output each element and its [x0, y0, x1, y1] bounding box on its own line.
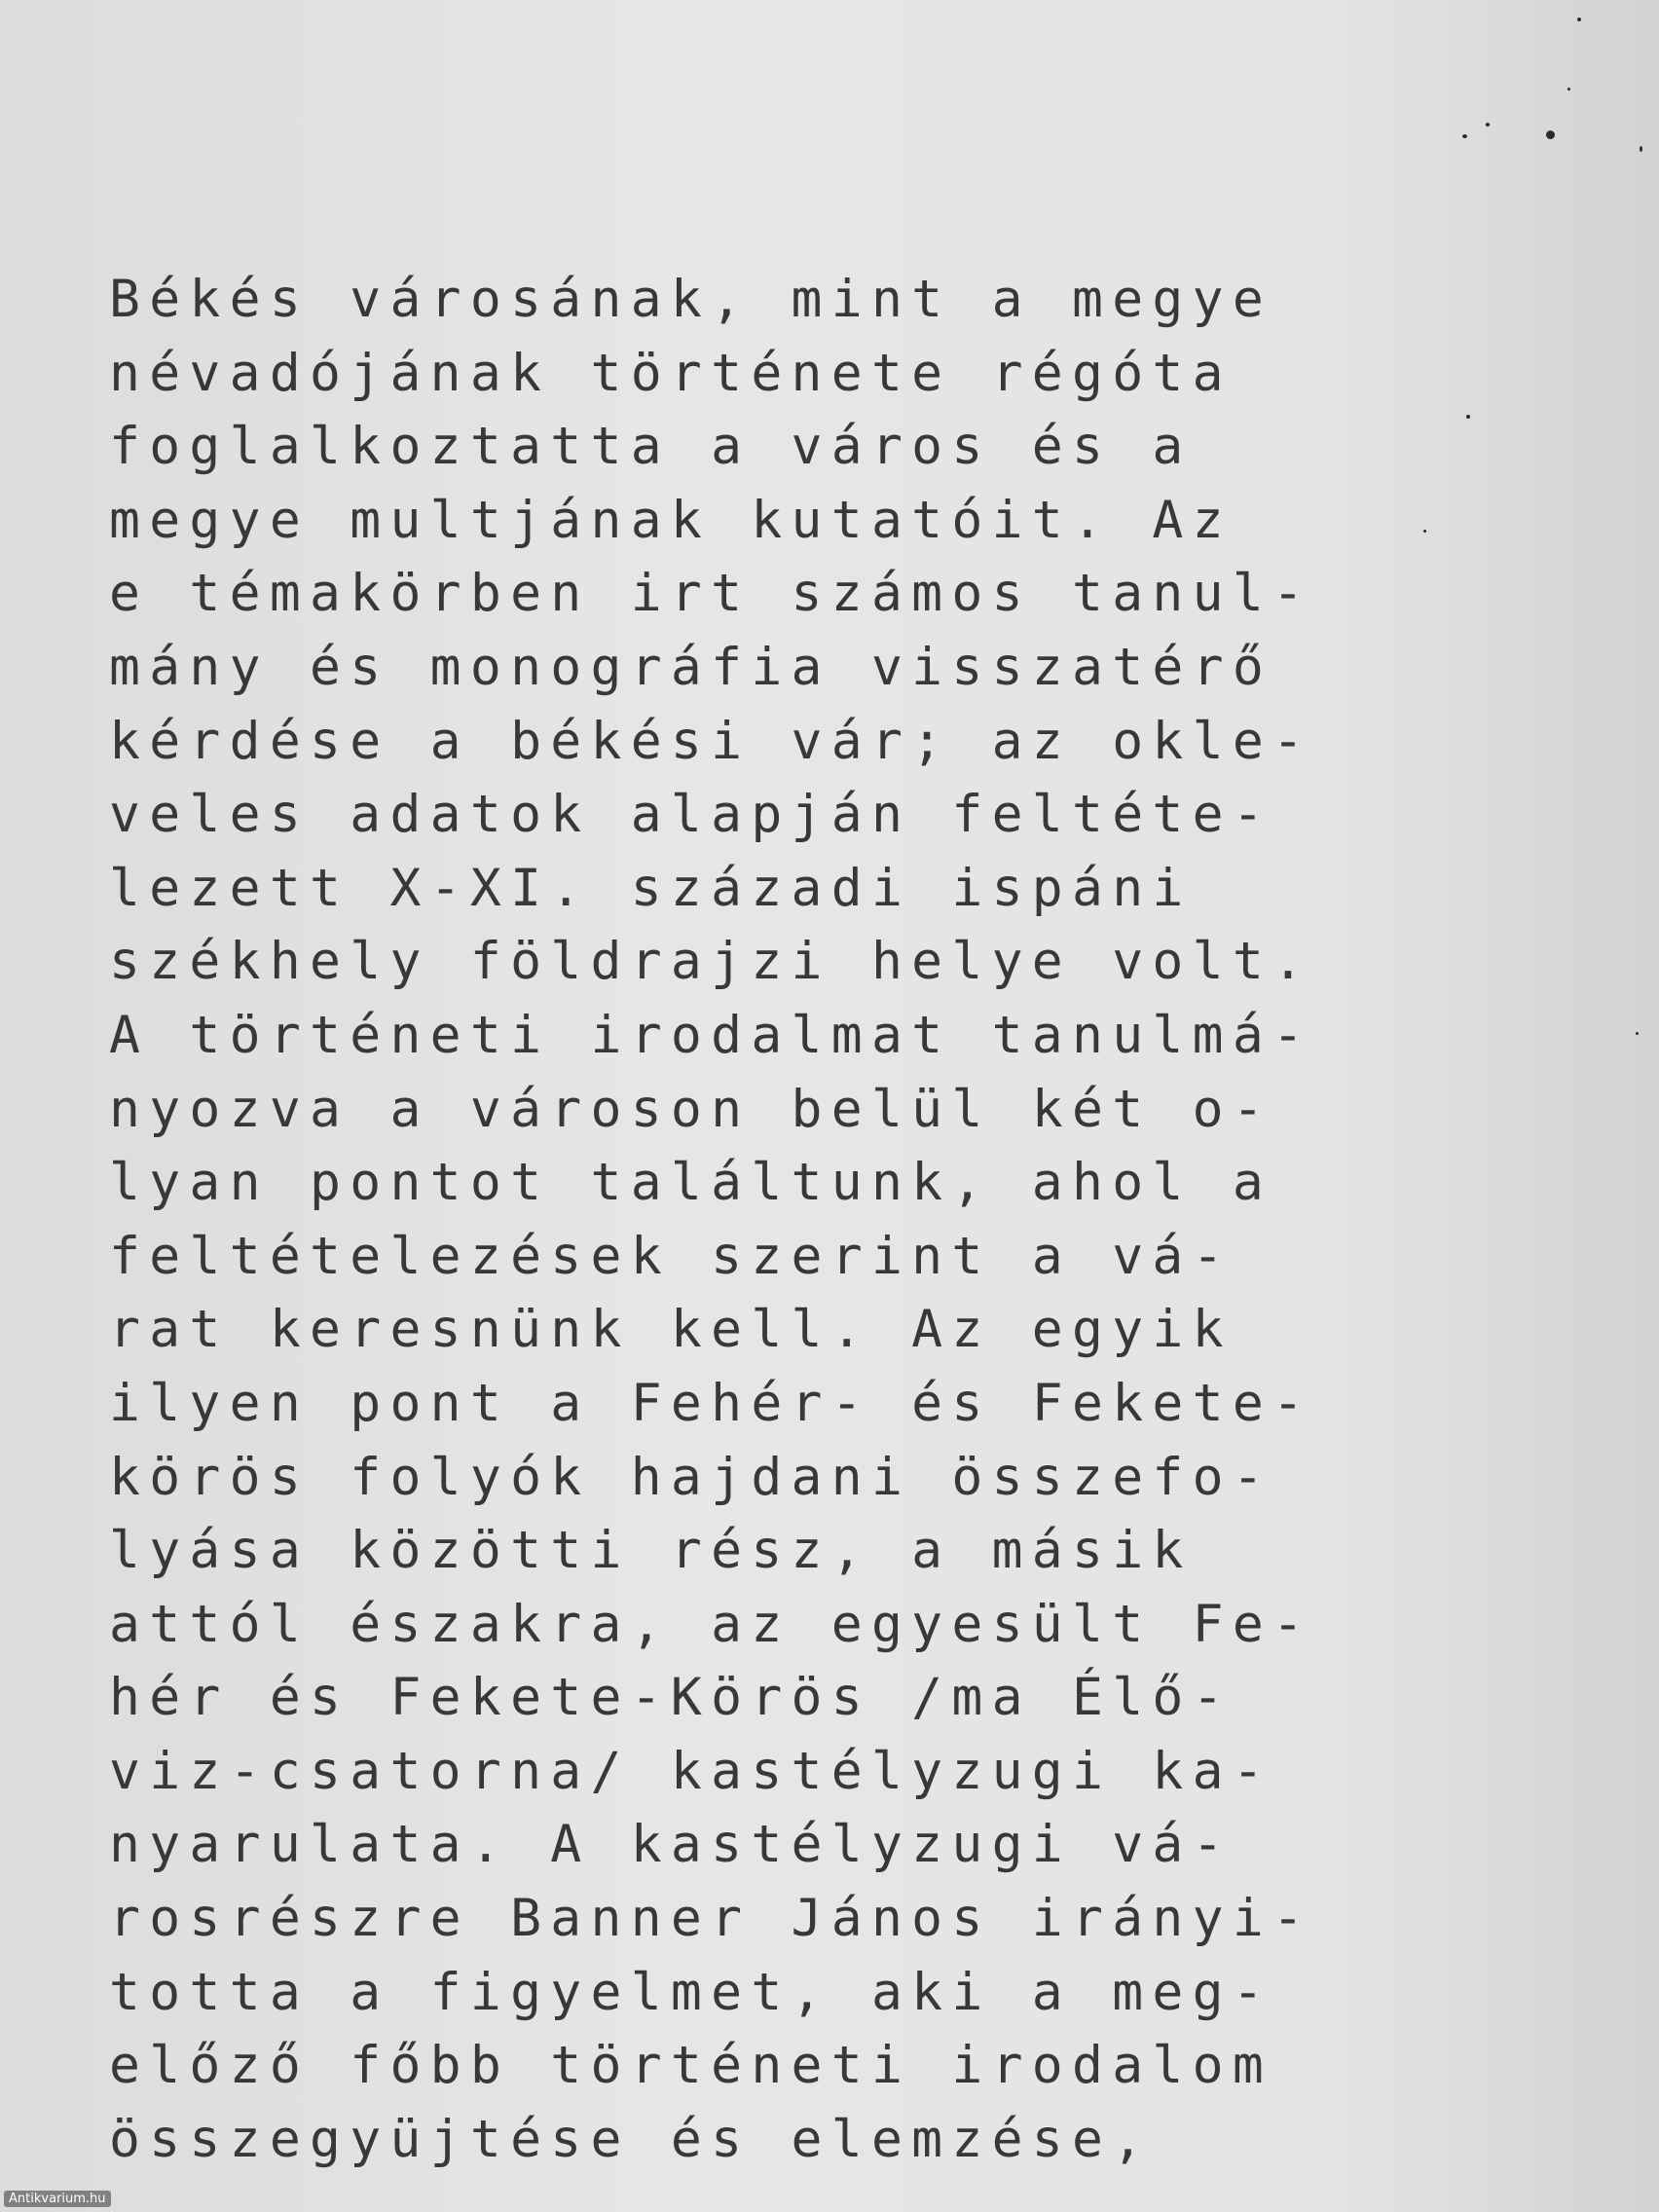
- text-line: nyarulata. A kastélyzugi vá-: [109, 1815, 1233, 1875]
- text-line: rat keresnünk kell. Az egyik: [109, 1300, 1233, 1360]
- scan-speck: [1546, 130, 1555, 139]
- text-line: e témakörben irt számos tanul-: [109, 564, 1313, 624]
- text-line: nyozva a városon belül két o-: [109, 1079, 1273, 1139]
- text-line: rosrészre Banner János irányi-: [109, 1889, 1313, 1949]
- scan-speck: [1640, 146, 1642, 152]
- text-line: lyása közötti rész, a másik: [109, 1521, 1193, 1581]
- text-line: foglalkoztatta a város és a: [109, 417, 1193, 477]
- text-line: viz-csatorna/ kastélyzugi ka-: [109, 1741, 1273, 1801]
- scan-speck: [1486, 123, 1490, 127]
- text-line: totta a figyelmet, aki a meg-: [109, 1962, 1273, 2022]
- text-line: megye multjának kutatóit. Az: [109, 490, 1233, 550]
- text-line: előző főbb történeti irodalom: [109, 2036, 1273, 2096]
- text-line: összegyüjtése és elemzése,: [109, 2109, 1153, 2169]
- scan-speck: [1423, 530, 1426, 533]
- text-line: veles adatok alapján feltéte-: [109, 785, 1273, 845]
- watermark-logo: Antikvarium.hu: [4, 2191, 111, 2207]
- text-line: attól északra, az egyesült Fe-: [109, 1594, 1313, 1654]
- text-line: hér és Fekete-Körös /ma Élő-: [109, 1668, 1233, 1728]
- typewritten-text: [109, 263, 1550, 2176]
- text-line: névadójának története régóta: [109, 343, 1233, 403]
- text-line: lezett X-XI. századi ispáni: [109, 858, 1193, 918]
- scan-speck: [1636, 1032, 1639, 1035]
- text-line: feltételezések szerint a vá-: [109, 1226, 1233, 1286]
- scan-speck: [1567, 88, 1570, 91]
- scan-speck: [1466, 415, 1470, 419]
- text-line: A történeti irodalmat tanulmá-: [109, 1005, 1313, 1065]
- scan-speck: [1577, 18, 1581, 21]
- text-line: körös folyók hajdani összefo-: [109, 1447, 1273, 1507]
- text-line: kérdése a békési vár; az okle-: [109, 711, 1313, 771]
- text-line: mány és monográfia visszatérő: [109, 637, 1273, 697]
- text-line: lyan pontot találtunk, ahol a: [109, 1153, 1273, 1213]
- text-line: Békés városának, mint a megye: [109, 270, 1273, 329]
- text-line: székhely földrajzi helye volt.: [109, 932, 1313, 992]
- text-line: ilyen pont a Fehér- és Fekete-: [109, 1373, 1313, 1433]
- scan-speck: [1462, 134, 1467, 138]
